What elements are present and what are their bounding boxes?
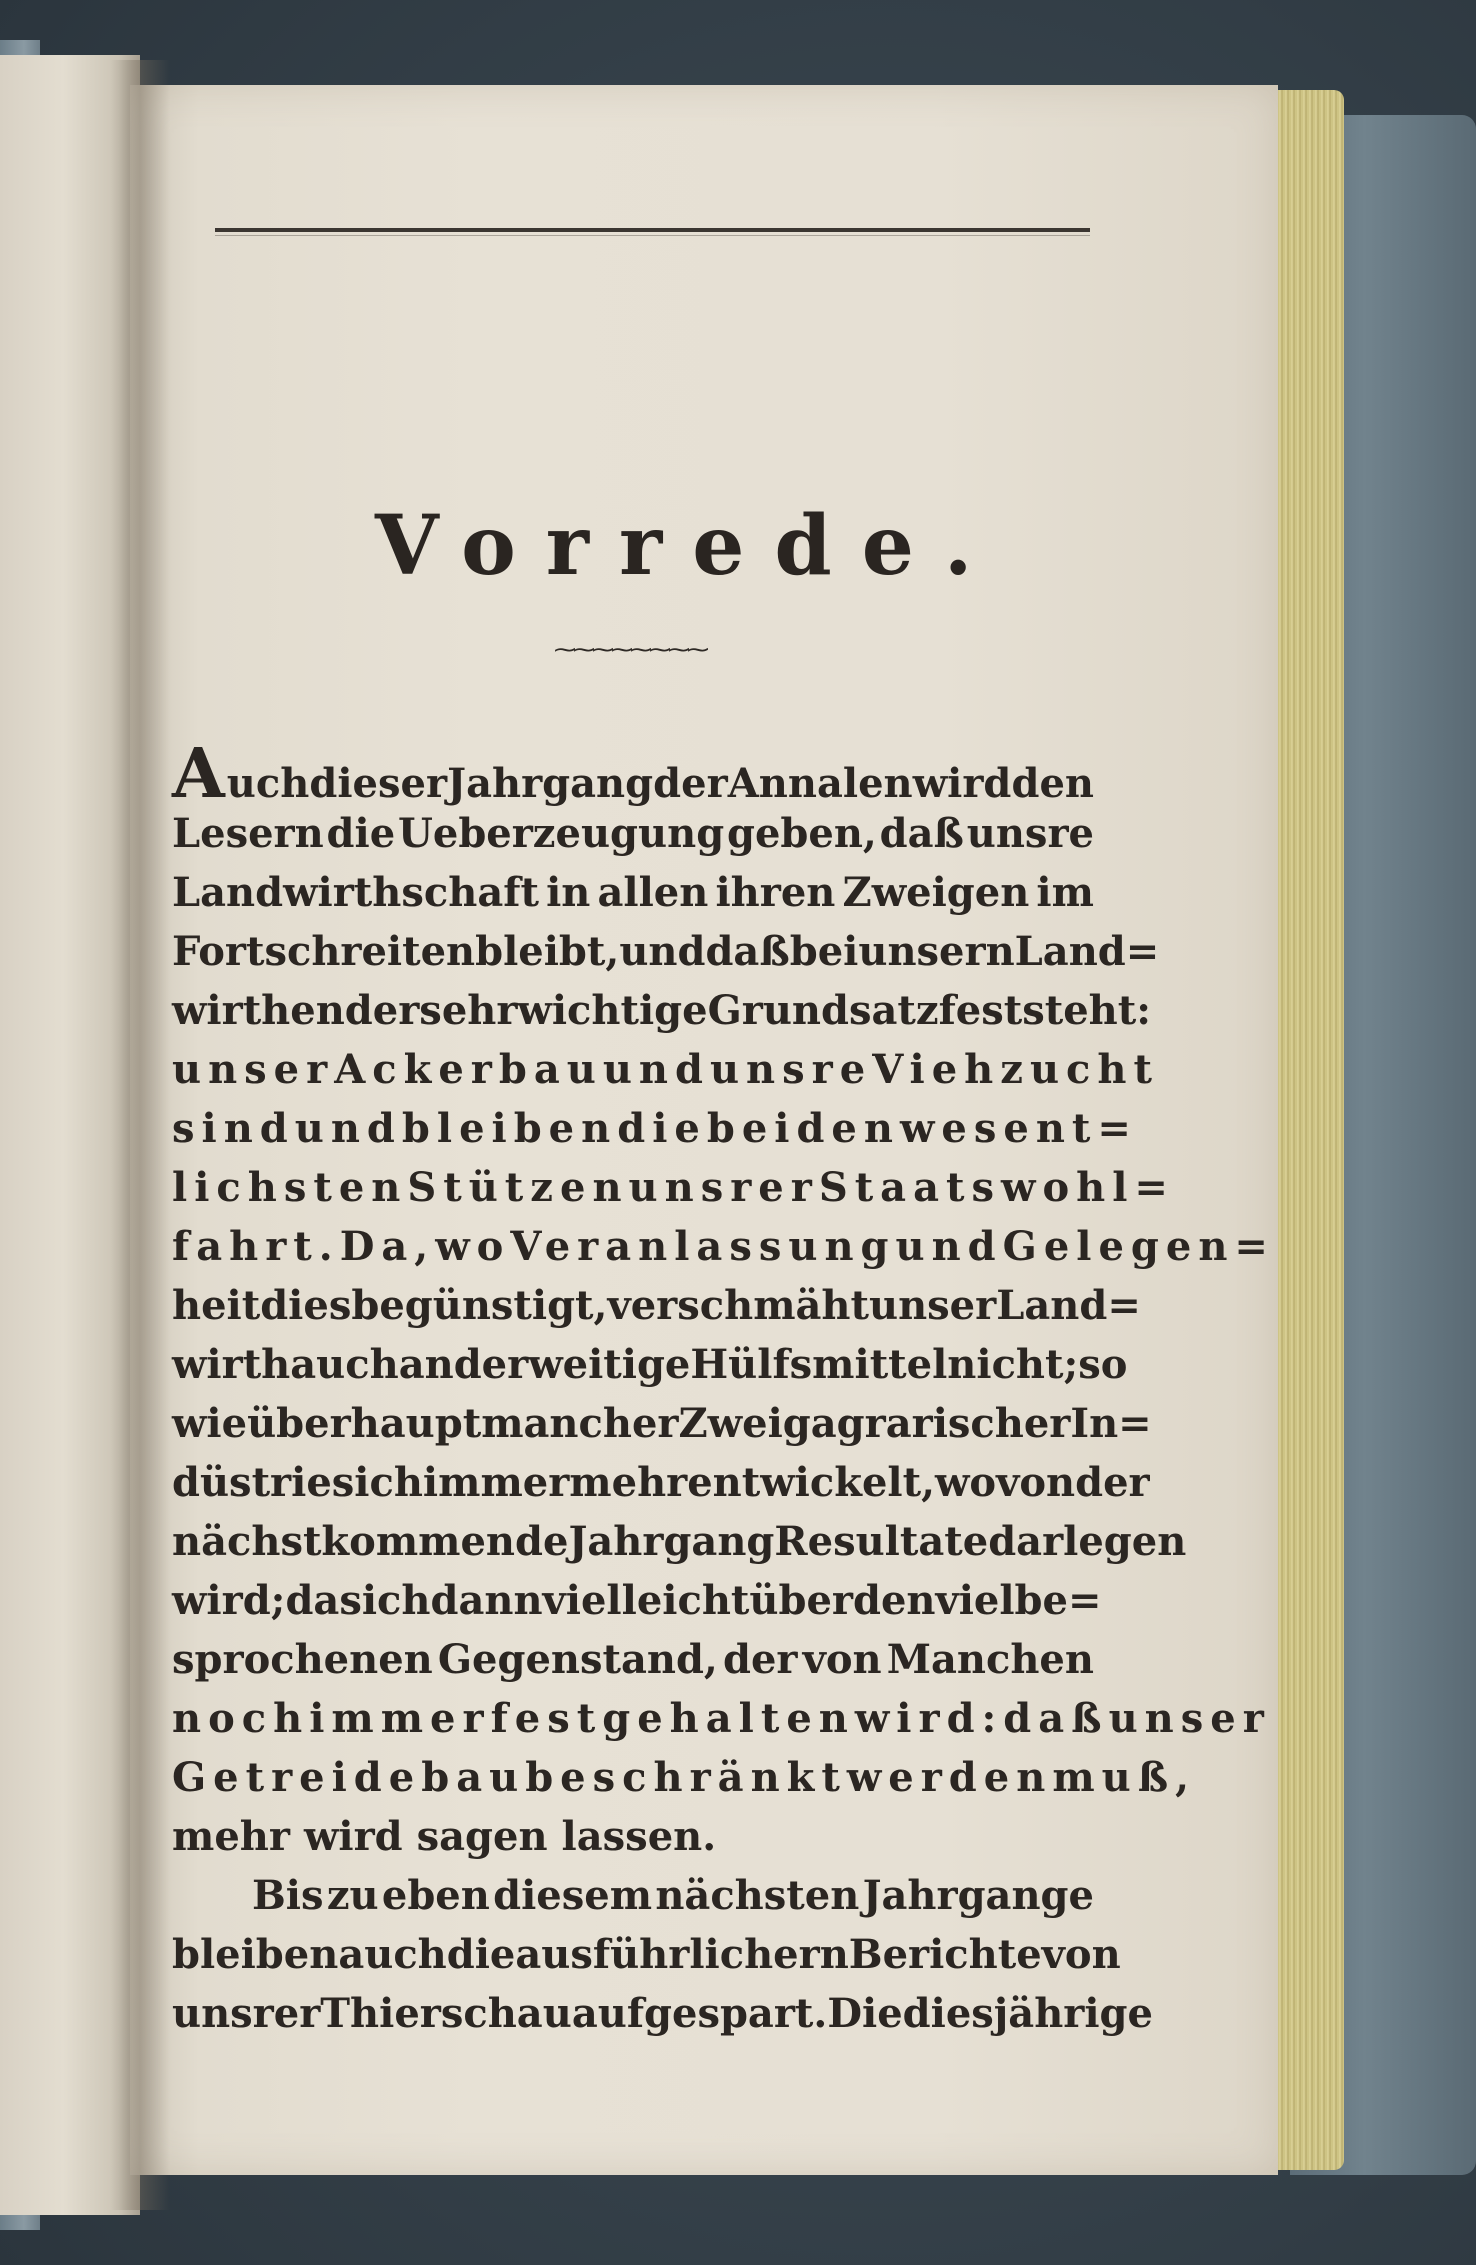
word: Land=: [1014, 928, 1160, 975]
word: unser: [172, 1046, 335, 1093]
word: düstrie: [172, 1459, 332, 1506]
text-line: [172, 804, 1094, 863]
word: diesem: [493, 1872, 653, 1919]
word: Land=: [996, 1282, 1141, 1329]
word: [172, 734, 310, 814]
word: so: [1078, 1341, 1128, 1388]
word: Landwirthschaft: [172, 869, 539, 916]
word: Stützen: [407, 1164, 629, 1211]
word: Jahrgange: [862, 1872, 1094, 1919]
word: anderweitige: [398, 1341, 691, 1388]
word: Gegenstand,: [437, 1636, 718, 1683]
word: mancher: [481, 1400, 679, 1447]
word: bleiben: [401, 1105, 618, 1152]
word: Gelegen=: [1002, 1223, 1275, 1270]
text-line: [172, 1925, 1121, 1984]
word: der: [722, 1636, 798, 1683]
word: Lesern: [172, 810, 324, 857]
word: die: [617, 1105, 707, 1152]
word: wirth: [172, 1341, 291, 1388]
word: Annalen: [727, 760, 913, 807]
word: sprochenen: [172, 1636, 433, 1683]
word: immer: [422, 1459, 570, 1506]
text-line: [172, 1217, 1275, 1276]
word: auch: [290, 1341, 399, 1388]
text-line: [172, 1512, 1187, 1571]
word: agrarischer: [810, 1400, 1071, 1447]
text-line: [172, 1453, 1150, 1512]
text-line: [172, 863, 1094, 922]
word: allen: [597, 869, 709, 916]
word: beschränkt: [525, 1754, 847, 1801]
word: und: [294, 1105, 402, 1152]
word: wovon: [935, 1459, 1076, 1506]
word: immer: [309, 1695, 491, 1742]
word: wo: [435, 1223, 511, 1270]
word: Staatswohl=: [818, 1164, 1175, 1211]
text-line: [172, 1394, 1152, 1453]
word: der: [344, 987, 420, 1034]
word: darlegen: [988, 1518, 1187, 1565]
word: Ackerbau: [334, 1046, 603, 1093]
word: Zweig: [678, 1400, 811, 1447]
word: den: [852, 1577, 936, 1624]
word: wird:: [854, 1695, 1004, 1742]
word: unsrer: [172, 1990, 321, 2037]
word: Jahrgang: [568, 1518, 775, 1565]
text-line: [172, 1984, 1153, 2043]
word: die: [446, 1931, 516, 1978]
title-ornament: ⁓⁓⁓⁓⁓⁓⁓⁓: [554, 638, 706, 663]
word: unser: [1108, 1695, 1271, 1742]
word: überhaupt: [247, 1400, 482, 1447]
word: Die: [827, 1990, 903, 2037]
word: sagen: [416, 1813, 548, 1860]
text-line: [172, 1040, 1159, 1099]
word: im: [1036, 869, 1094, 916]
word: Veranlassung: [510, 1223, 896, 1270]
word: sind: [172, 1105, 295, 1152]
word: In=: [1070, 1400, 1152, 1447]
word: verschmäht: [607, 1282, 869, 1329]
word-rest: uch: [226, 760, 310, 807]
word: Zweigen: [842, 869, 1030, 916]
word: vielleicht: [542, 1577, 750, 1624]
word: wesent=: [899, 1105, 1138, 1152]
word: lassen.: [561, 1813, 717, 1860]
word: wirthen: [172, 987, 345, 1034]
word: über: [749, 1577, 853, 1624]
word: nicht;: [947, 1341, 1079, 1388]
word: zu: [326, 1872, 379, 1919]
word: unser: [869, 1282, 997, 1329]
word: heit: [172, 1282, 261, 1329]
word: Hülfsmittel: [690, 1341, 948, 1388]
text-line: [172, 1571, 1102, 1630]
word: da: [285, 1577, 340, 1624]
text-line: [172, 1158, 1175, 1217]
text-line: [172, 1630, 1094, 1689]
word: und: [895, 1223, 1003, 1270]
word: der: [1075, 1459, 1150, 1506]
text-line: [172, 1866, 1094, 1925]
text-line: [172, 922, 1160, 981]
word: dann: [430, 1577, 543, 1624]
word: Getreidebau: [172, 1754, 526, 1801]
word: nächsten: [655, 1872, 860, 1919]
text-line: [172, 1689, 1271, 1748]
word: ausführlichern: [515, 1931, 849, 1978]
word: bleiben: [172, 1931, 339, 1978]
word: mehr: [172, 1813, 290, 1860]
initial-letter: A: [172, 734, 225, 814]
word: werden: [846, 1754, 1053, 1801]
word: Bis: [252, 1872, 324, 1919]
word: geben,: [726, 810, 877, 857]
word: auch: [338, 1931, 447, 1978]
word: wird: [303, 1813, 403, 1860]
word: wird;: [172, 1577, 286, 1624]
word: nächstkommende: [172, 1518, 569, 1565]
word: bei: [789, 928, 859, 975]
word: fest: [938, 987, 1023, 1034]
text-line: [172, 1099, 1138, 1158]
word: in: [546, 869, 591, 916]
gutter-shadow: [110, 60, 170, 2210]
word: Manchen: [886, 1636, 1094, 1683]
text-line: [172, 1335, 1128, 1394]
word: und: [602, 1046, 710, 1093]
text-line: [172, 1807, 1094, 1866]
word: beiden: [706, 1105, 900, 1152]
text-line: [172, 1276, 1141, 1335]
header-rule: [215, 228, 1090, 232]
word: der: [653, 760, 728, 807]
word: diesjährige: [902, 1990, 1153, 2037]
word: Thierschau: [320, 1990, 572, 2037]
word: Berichte: [848, 1931, 1042, 1978]
word: festgehalten: [490, 1695, 855, 1742]
preface-body: [172, 734, 1275, 2043]
word: muß,: [1052, 1754, 1197, 1801]
page-edges: [1272, 90, 1344, 2170]
word: Grundsatz: [707, 987, 939, 1034]
word: daß: [879, 810, 964, 857]
word: unsre: [966, 810, 1094, 857]
word: sehr: [419, 987, 518, 1034]
text-line: [172, 1748, 1197, 1807]
word: den: [1011, 760, 1094, 807]
word: bleibt,: [475, 928, 620, 975]
word: vielbe=: [935, 1577, 1102, 1624]
text-line: [172, 981, 1152, 1040]
word: die: [326, 810, 396, 857]
word: noch: [172, 1695, 310, 1742]
word: Ueberzeugung: [397, 810, 725, 857]
word: von: [1041, 1931, 1121, 1978]
word: wie: [172, 1400, 248, 1447]
word: Da,: [339, 1223, 436, 1270]
word: und: [619, 928, 706, 975]
text-line: [172, 734, 1094, 814]
word: wird: [912, 760, 1012, 807]
word: mehr: [569, 1459, 688, 1506]
word: steht:: [1022, 987, 1152, 1034]
word: von: [802, 1636, 882, 1683]
word: Fortschreiten: [172, 928, 476, 975]
word: wichtige: [517, 987, 708, 1034]
word: Jahrgang: [447, 760, 654, 807]
word: unsrer: [628, 1164, 819, 1211]
word: Resultate: [774, 1518, 989, 1565]
word: lichsten: [172, 1164, 408, 1211]
word: dies: [260, 1282, 352, 1329]
word: daß: [1003, 1695, 1109, 1742]
word: aufgespart.: [571, 1990, 828, 2037]
word: Viehzucht: [872, 1046, 1159, 1093]
word: daß: [705, 928, 790, 975]
word: sich: [331, 1459, 423, 1506]
page-title: Vorrede.: [375, 498, 1003, 594]
word: dieser: [309, 760, 448, 807]
word: unsern: [858, 928, 1015, 975]
word: unsre: [709, 1046, 873, 1093]
word: fahrt.: [172, 1223, 340, 1270]
word: sich: [339, 1577, 431, 1624]
word: begünstigt,: [351, 1282, 608, 1329]
word: ihren: [715, 869, 836, 916]
word: entwickelt,: [687, 1459, 935, 1506]
word: eben: [381, 1872, 490, 1919]
